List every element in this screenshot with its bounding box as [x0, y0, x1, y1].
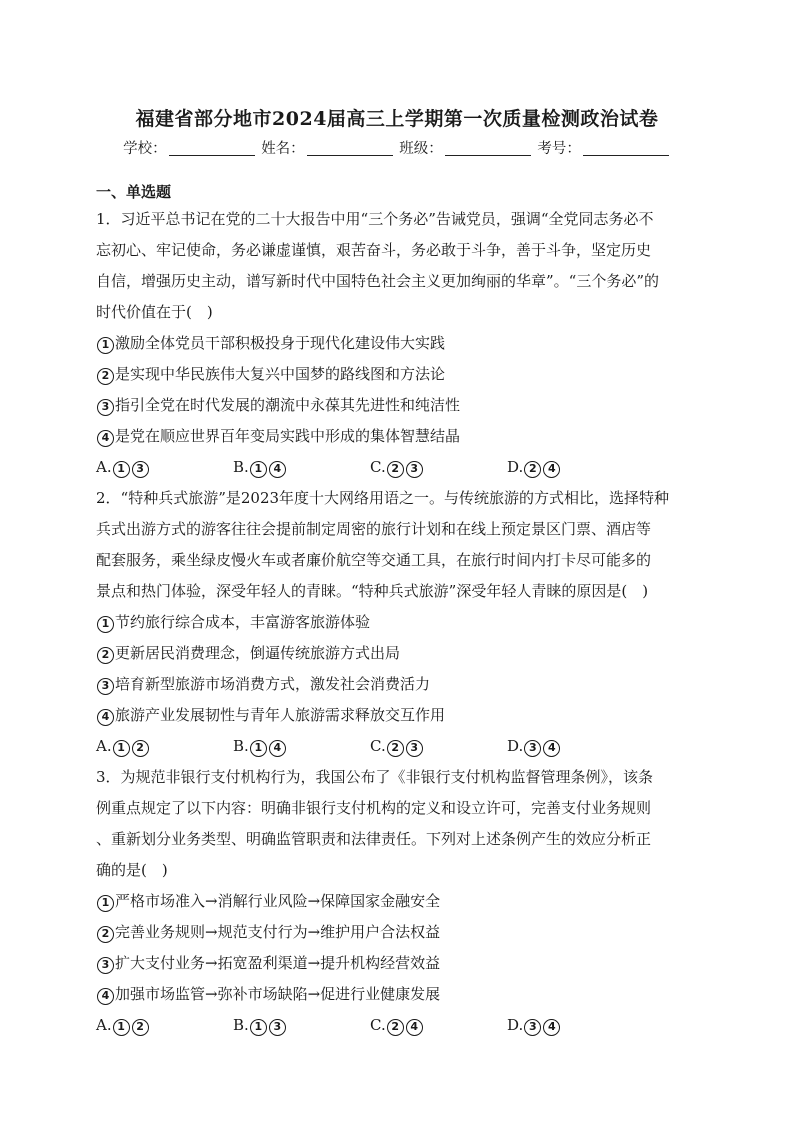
circled-number: 3: [406, 740, 423, 757]
circled-number: 4: [543, 740, 560, 757]
option-letter: C.: [370, 737, 386, 755]
statement: [96, 607, 706, 638]
circled-number: 1: [250, 1019, 267, 1036]
statement: [96, 328, 706, 359]
statement: [96, 948, 706, 979]
statement-text: 旅游产业发展韧性与青年人旅游需求释放交互作用: [115, 706, 446, 724]
option-a[interactable]: [96, 731, 233, 762]
answer-options: [96, 731, 706, 762]
circled-number: 1: [113, 461, 130, 478]
exam-title: 福建省部分地市2024届高三上学期第一次质量检测政治试卷: [135, 108, 659, 130]
circled-number: 2: [387, 740, 404, 757]
question-stem-line: 景点和热门体验，深受年轻人的青睐。“特种兵式旅游”深受年轻人青睐的原因是( ): [96, 582, 649, 600]
option-letter: A.: [96, 458, 112, 476]
answer-options: [96, 452, 706, 483]
circled-number: 2: [97, 647, 114, 664]
circled-number: 1: [97, 337, 114, 354]
question-stem-line: 配套服务，乘坐绿皮慢火车或者廉价航空等交通工具，在旅行时间内打卡尽可能多的: [96, 551, 652, 569]
question-stem-line: 兵式出游方式的游客往往会提前制定周密的旅行计划和在线上预定景区门票、酒店等: [96, 520, 652, 538]
statement: [96, 979, 706, 1010]
name-label: 姓名：: [261, 141, 305, 157]
circled-number: 2: [97, 926, 114, 943]
circled-number: 4: [406, 1019, 423, 1036]
statement-text: 培育新型旅游市场消费方式，激发社会消费活力: [115, 675, 431, 693]
circled-number: 2: [387, 461, 404, 478]
question-1: [96, 204, 706, 483]
circled-number: 3: [269, 1019, 286, 1036]
question-stem-line: 、重新划分业务类型、明确监管职责和法律责任。下列对上述条例产生的效应分析正: [96, 830, 652, 848]
option-letter: D.: [507, 458, 524, 476]
circled-number: 4: [543, 461, 560, 478]
class-label: 班级：: [399, 141, 443, 157]
circled-number: 2: [524, 461, 541, 478]
option-c[interactable]: [370, 1010, 507, 1041]
circled-number: 1: [113, 740, 130, 757]
circled-number: 3: [97, 678, 114, 695]
statement-text: 更新居民消费理念，倒逼传统旅游方式出局: [115, 644, 401, 662]
statement-text: 指引全党在时代发展的潮流中永葆其先进性和纯洁性: [115, 396, 461, 414]
option-a[interactable]: [96, 452, 233, 483]
option-letter: D.: [507, 1016, 524, 1034]
option-c[interactable]: [370, 452, 507, 483]
statement: [96, 669, 706, 700]
circled-number: 3: [406, 461, 423, 478]
option-letter: B.: [233, 1016, 249, 1034]
question-stem-line: 1．习近平总书记在党的二十大报告中用“三个务必”告诫党员，强调“全党同志务必不: [96, 210, 654, 228]
circled-number: 4: [97, 709, 114, 726]
question-stem-line: 3．为规范非银行支付机构行为，我国公布了《非银行支付机构监督管理条例》，该条: [96, 768, 654, 786]
exam-content: [96, 180, 706, 1041]
school-blank[interactable]: [169, 141, 255, 156]
exam-number-label: 考号：: [537, 141, 581, 157]
question-stem-line: 例重点规定了以下内容：明确非银行支付机构的定义和设立许可，完善支付业务规则: [96, 799, 652, 817]
option-b[interactable]: [233, 452, 370, 483]
statement: [96, 917, 706, 948]
statement: [96, 390, 706, 421]
question-3: [96, 762, 706, 1041]
question-stem-line: 确的是( ): [96, 861, 168, 879]
option-letter: A.: [96, 1016, 112, 1034]
option-letter: B.: [233, 737, 249, 755]
statement: [96, 638, 706, 669]
answer-options: [96, 1010, 706, 1041]
question-stem-line: 时代价值在于( ): [96, 303, 213, 321]
statement: [96, 700, 706, 731]
option-c[interactable]: [370, 731, 507, 762]
option-letter: B.: [233, 458, 249, 476]
circled-number: 3: [97, 957, 114, 974]
circled-number: 4: [269, 740, 286, 757]
circled-number: 1: [250, 461, 267, 478]
statement-text: 是实现中华民族伟大复兴中国梦的路线图和方法论: [115, 365, 446, 383]
circled-number: 1: [97, 895, 114, 912]
circled-number: 2: [97, 368, 114, 385]
statement-text: 是党在顺应世界百年变局实践中形成的集体智慧结晶: [115, 427, 461, 445]
question-stem-line: 2．“特种兵式旅游”是2023年度十大网络用语之一。与传统旅游的方式相比，选择特种: [96, 489, 670, 507]
statement: [96, 886, 706, 917]
circled-number: 3: [524, 740, 541, 757]
section-heading: 一、单选题: [96, 183, 172, 201]
circled-number: 1: [113, 1019, 130, 1036]
circled-number: 2: [132, 740, 149, 757]
statement: [96, 359, 706, 390]
statement-text: 扩大支付业务→拓宽盈利渠道→提升机构经营效益: [115, 954, 441, 972]
circled-number: 4: [97, 430, 114, 447]
circled-number: 2: [132, 1019, 149, 1036]
circled-number: 3: [524, 1019, 541, 1036]
circled-number: 1: [250, 740, 267, 757]
circled-number: 4: [269, 461, 286, 478]
circled-number: 4: [97, 988, 114, 1005]
exam-number-blank[interactable]: [583, 141, 669, 156]
question-stem-line: 忘初心、牢记使命，务必谦虚谨慎，艰苦奋斗，务必敢于斗争，善于斗争，坚定历史: [96, 241, 652, 259]
option-letter: C.: [370, 1016, 386, 1034]
option-letter: C.: [370, 458, 386, 476]
option-letter: D.: [507, 737, 524, 755]
circled-number: 1: [97, 616, 114, 633]
circled-number: 2: [387, 1019, 404, 1036]
statement: [96, 421, 706, 452]
question-2: [96, 483, 706, 762]
circled-number: 4: [543, 1019, 560, 1036]
option-a[interactable]: [96, 1010, 233, 1041]
circled-number: 3: [97, 399, 114, 416]
statement-text: 激励全体党员干部积极投身于现代化建设伟大实践: [115, 334, 446, 352]
name-blank[interactable]: [307, 141, 393, 156]
statement-text: 严格市场准入→消解行业风险→保障国家金融安全: [115, 892, 441, 910]
option-b[interactable]: [233, 731, 370, 762]
option-b[interactable]: [233, 1010, 370, 1041]
option-d[interactable]: [507, 731, 644, 762]
student-info-row: [0, 137, 794, 158]
option-d[interactable]: [507, 1010, 644, 1041]
circled-number: 3: [132, 461, 149, 478]
statement-text: 加强市场监管→弥补市场缺陷→促进行业健康发展: [115, 985, 441, 1003]
statement-text: 完善业务规则→规范支付行为→维护用户合法权益: [115, 923, 441, 941]
class-blank[interactable]: [445, 141, 531, 156]
school-label: 学校：: [123, 141, 167, 157]
statement-text: 节约旅行综合成本，丰富游客旅游体验: [115, 613, 371, 631]
option-letter: A.: [96, 737, 112, 755]
question-stem-line: 自信，增强历史主动，谱写新时代中国特色社会主义更加绚丽的华章”。“三个务必”的: [96, 272, 660, 290]
option-d[interactable]: [507, 452, 644, 483]
